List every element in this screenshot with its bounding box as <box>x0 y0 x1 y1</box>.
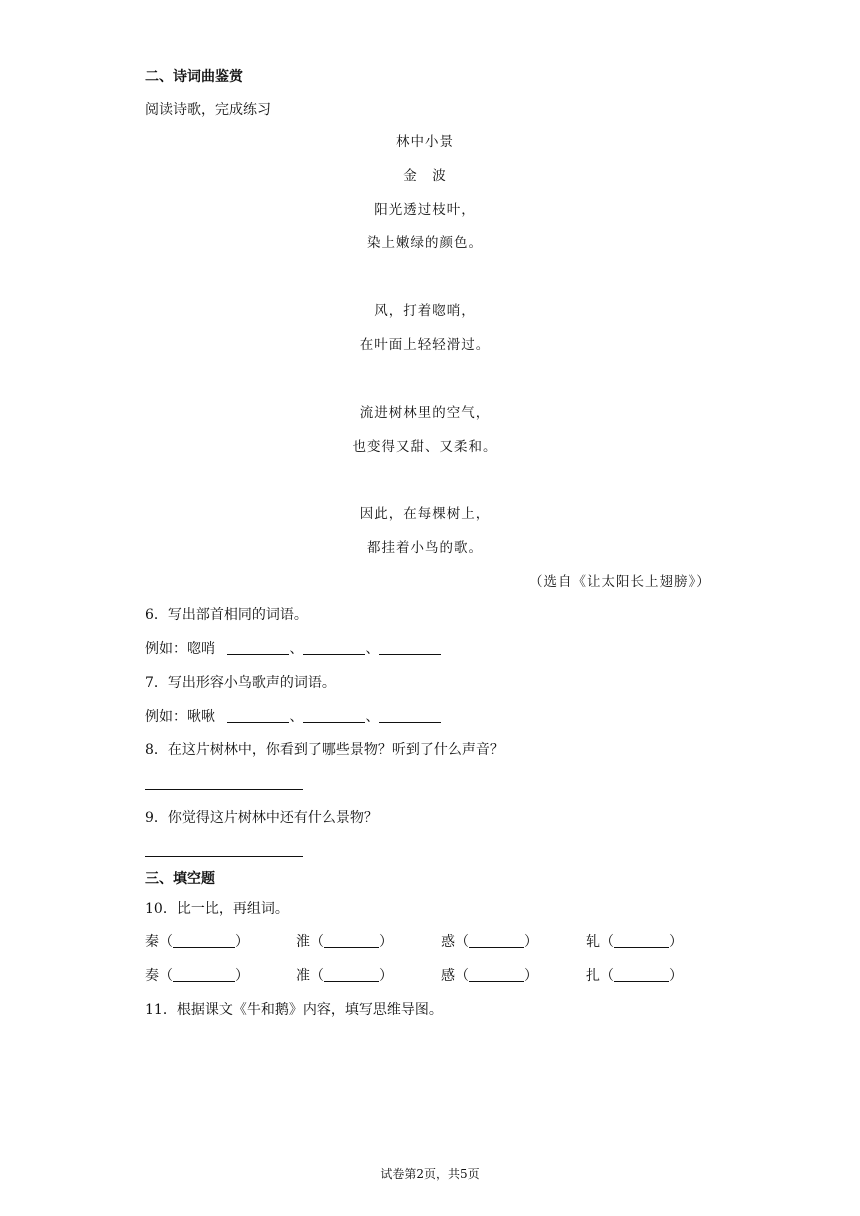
q10-blank[interactable] <box>173 933 235 948</box>
q7-blank-2[interactable] <box>303 708 365 723</box>
separator: 、 <box>289 641 304 657</box>
q10-item: 淮（ ） <box>296 934 393 950</box>
q6-prompt: 6．写出部首相同的词语。 <box>145 607 308 623</box>
q10-item: 准（ ） <box>296 968 393 984</box>
q7-blank-3[interactable] <box>379 708 441 723</box>
q11-prompt: 11．根据课文《牛和鹅》内容，填写思维导图。 <box>145 1002 443 1018</box>
q10-char: 扎 <box>586 968 600 984</box>
q7-prompt: 7．写出形容小鸟歌声的词语。 <box>145 675 336 691</box>
q10-char: 感 <box>441 968 455 984</box>
q10-blank[interactable] <box>614 933 669 948</box>
q7-example: 例如：啾啾 <box>145 709 215 725</box>
q10-item: 惑（ ） <box>441 934 538 950</box>
q10-item: 秦（ ） <box>145 934 249 950</box>
q6-example: 例如：唿哨 <box>145 641 215 657</box>
section2-instruction: 阅读诗歌，完成练习 <box>145 102 271 118</box>
page-footer: 试卷第2页，共5页 <box>380 1167 480 1181</box>
q6-blank-2[interactable] <box>303 640 365 655</box>
q6-answer-row <box>145 638 441 658</box>
q10-item: 奏（ ） <box>145 968 249 984</box>
q10-item: 扎（ ） <box>586 968 683 984</box>
poem-line: 风，打着唿哨， <box>374 303 476 319</box>
q9-answer-line[interactable] <box>145 840 303 857</box>
separator: 、 <box>365 641 380 657</box>
section3-heading: 三、填空题 <box>145 871 215 887</box>
q6-blank-1[interactable] <box>227 640 289 655</box>
poem-line: 因此，在每棵树上， <box>359 506 491 522</box>
q7-answer-row <box>145 706 441 726</box>
q9-prompt: 9．你觉得这片树林中还有什么景物？ <box>145 810 378 826</box>
q10-item: 感（ ） <box>441 968 538 984</box>
q10-char: 淮 <box>296 934 310 950</box>
poem-line: 都挂着小鸟的歌。 <box>367 540 483 556</box>
q10-blank[interactable] <box>469 933 524 948</box>
separator: 、 <box>289 709 304 725</box>
q10-char: 秦 <box>145 934 159 950</box>
q6-blank-3[interactable] <box>379 640 441 655</box>
q8-prompt: 8．在这片树林中，你看到了哪些景物？听到了什么声音？ <box>145 742 504 758</box>
section2-heading: 二、诗词曲鉴赏 <box>145 69 243 85</box>
q10-char: 准 <box>296 968 310 984</box>
q10-char: 惑 <box>441 934 455 950</box>
q10-prompt: 10．比一比，再组词。 <box>145 901 289 917</box>
q10-blank[interactable] <box>614 967 669 982</box>
q10-item: 轧（ ） <box>586 934 683 950</box>
q10-char: 奏 <box>145 968 159 984</box>
q8-answer-line[interactable] <box>145 773 303 790</box>
poem-author: 金 波 <box>403 168 447 184</box>
poem-line: 在叶面上轻轻滑过。 <box>359 337 491 353</box>
poem-line: 阳光透过枝叶， <box>374 202 476 218</box>
poem-line: 染上嫩绿的颜色。 <box>367 235 483 251</box>
poem-line: 流进树林里的空气， <box>359 405 491 421</box>
q10-blank[interactable] <box>324 933 379 948</box>
q10-char: 轧 <box>586 934 600 950</box>
q10-blank[interactable] <box>173 967 235 982</box>
poem-line: 也变得又甜、又柔和。 <box>352 439 498 455</box>
q10-blank[interactable] <box>324 967 379 982</box>
poem-source: （选自《让太阳长上翅膀》） <box>529 574 711 590</box>
separator: 、 <box>365 709 380 725</box>
q10-blank[interactable] <box>469 967 524 982</box>
q7-blank-1[interactable] <box>227 708 289 723</box>
poem-title: 林中小景 <box>396 134 454 150</box>
